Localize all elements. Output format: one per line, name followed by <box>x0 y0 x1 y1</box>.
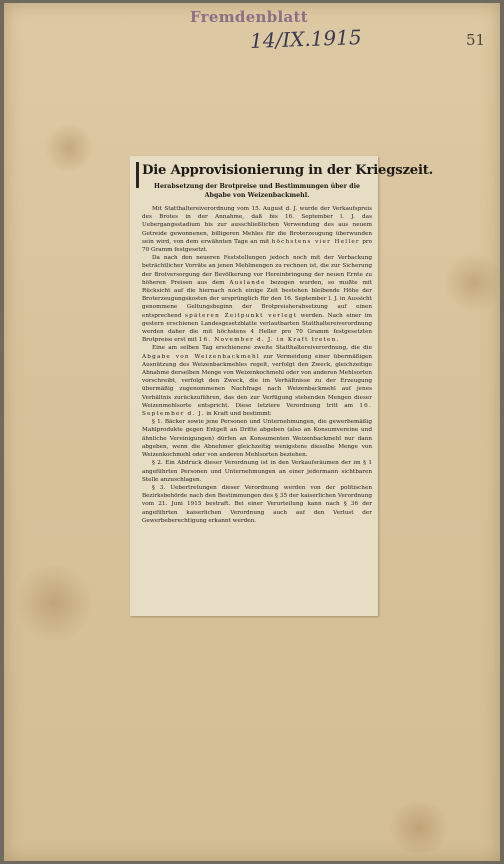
paragraph-text: pro 70 Gramm festgesetzt. <box>142 238 373 254</box>
archive-page <box>4 3 500 861</box>
newspaper-clipping <box>130 156 434 616</box>
emphasized-text: Auslande <box>229 279 266 286</box>
page-number: 51 <box>466 31 486 49</box>
paragraph-text: zur Vermeidung einer übermäßigen Ausnützung des Weizenbackmehles regelt, verfolgt den Zweck, gleichzeitige Abnahme derselben Menge von Weizenkochmehl oder von anderen Mehlsorten vorschreibt, verfolgt den Zweck, die im Verhältnisse zu der Erzeugung übermäßig zugenommenen Nachfrage nach Weizenbackmehl auf jenes Verhältnis zurückzuführen, das den zur Verfügung stehenden Mengen dieser Weizenmehlsorte entspricht. Diese letztere Verordnung tritt am <box>142 353 372 409</box>
paragraph-text: Eine am selben Tag erschienene zweite Statthaltereiverordnung, die die <box>152 345 372 352</box>
article-paragraph <box>142 205 372 254</box>
article-subhead: Herabsetzung der Brotpreise und Bestimmungen über die Abgabe von Weizenbackmehl. <box>154 183 360 199</box>
article-paragraph <box>142 484 372 525</box>
headline-rule <box>136 162 139 188</box>
emphasized-text: 16. November d. J. in Kraft treten. <box>198 337 340 344</box>
paragraph-text: Mit Statthaltereiverordnung vom 15. August d. J. wurde der Verkaufspreis des Brotes in der Annahme, daß bis 16. September l. J. das Uebergangsstadium bis zur ausschließlichen Verwendung des aus neuem Getreide gewonnenen, billigeren Mehles für die Broterzeugung überwunden sein wird, von dem erwähnten Tage an mit <box>142 206 372 245</box>
emphasized-text: späteren Zeitpunkt verlegt <box>185 312 298 319</box>
article-paragraph <box>142 459 372 484</box>
emphasized-text: Abgabe von Weizenbackmehl <box>142 353 260 360</box>
paragraph-text: in Kraft und bestimmt: <box>204 411 272 418</box>
emphasized-text: 16. September d. J. <box>142 402 372 418</box>
paragraph-text: Da nach den neueren Feststellungen jedoch noch mit der Verbackung beträchtlicher Vorräte an jenen Mehlmengen zu rechnen ist, die zur Sicherung der Brotversorgung der Bevölkerung vor Hereinbringung der neuen Ernte zu höheren Preisen aus dem <box>142 255 372 286</box>
article-headline: Die Approvisionierung in der Kriegszeit. <box>142 163 434 178</box>
paper-stain <box>44 123 94 173</box>
paper-stain <box>384 803 454 853</box>
paragraph-text: bezogen wurden, so mußte mit Rücksicht auf die hiernach noch einige Zeit bestehen bleibende Höhe der Broterzeugungskosten der ursprünglich für den 16. September l. J. in Aussicht genommene Geltungsbeginn der Brotpreisherabsetzung auf einen entsprechend <box>142 279 372 319</box>
article-paragraph <box>142 418 372 459</box>
paragraph-text: § 3. Uebertretungen dieser Verordnung werden von der politischen Bezirksbehörde nach den Bestimmungen des § 35 der kaiserlichen Verordnung vom 21. Juni 1915 bestraft. Bei einer Verurteilung kann nach § 36 der angeführten kaiserlichen Verordnung auch auf den Verlust der Gewerbeberechtigung erkannt werden. <box>142 484 372 524</box>
article-body <box>142 205 372 525</box>
newspaper-stamp: Fremdenblatt <box>190 8 309 26</box>
emphasized-text: höchstens vier Heller <box>271 238 360 245</box>
paragraph-text: werden. Nach einer im gestern erschienen Landesgesetzblatte verlautbarten Statthaltereiverordnung werden daher die mit höchstens 4 Heller pro 70 Gramm festgesetzten Brotpreise erst mit <box>142 312 372 344</box>
article-paragraph <box>142 344 372 418</box>
handwritten-date: 14/IX.1915 <box>249 25 362 53</box>
paragraph-text: § 1. Bäcker sowie jene Personen und Unternehmungen, die gewerbemäßig Mahlprodukte gegen Entgelt an Dritte abgeben (also an Konsumvereine und ähnliche Vereinigungen) dürfen an Konsumenten Weizenbackmehl nur dann abgeben, wenn die Abnehmer gleichzeitig wenigstens dieselbe Menge von Weizenkochmehl oder von anderen Mehlsorten beziehen. <box>142 419 372 459</box>
article-paragraph <box>142 254 372 344</box>
paper-stain <box>444 253 504 313</box>
paper-stain <box>14 563 94 643</box>
paragraph-text: § 2. Ein Abdruck dieser Verordnung ist in den Verkaufsräumen der im § 1 angeführten Personen und Unternehmungen an einer jedermann sichtbaren Stelle anzuschlagen. <box>142 460 372 483</box>
